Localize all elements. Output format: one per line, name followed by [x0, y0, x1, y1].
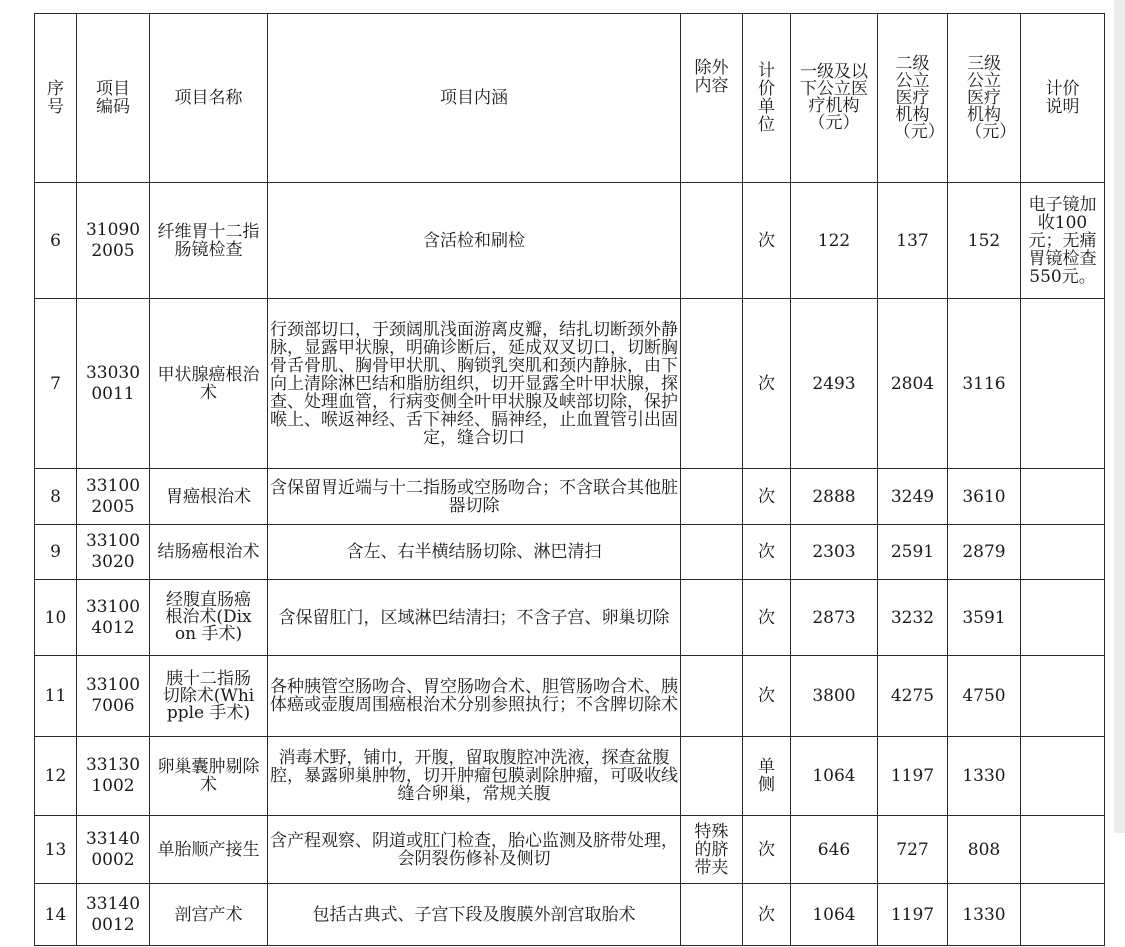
header-level3: 三级公立医疗机构（元） — [948, 14, 1021, 183]
cell-price-level1: 122 — [791, 183, 878, 299]
cell-exclusion — [681, 183, 743, 299]
cell-seq: 8 — [35, 469, 77, 525]
cell-price-level2: 1197 — [878, 737, 948, 816]
header-note: 计价说明 — [1021, 14, 1105, 183]
cell-code: 331301002 — [77, 737, 150, 816]
cell-seq: 6 — [35, 183, 77, 299]
header-content: 项目内涵 — [268, 14, 681, 183]
cell-seq: 11 — [35, 656, 77, 737]
cell-price-level2: 1197 — [878, 884, 948, 946]
cell-exclusion — [681, 656, 743, 737]
cell-code: 331400012 — [77, 884, 150, 946]
cell-exclusion — [681, 525, 743, 580]
price-table — [34, 13, 1105, 946]
cell-price-level2: 3232 — [878, 580, 948, 656]
cell-price-level1: 2493 — [791, 299, 878, 469]
cell-price-level3: 4750 — [948, 656, 1021, 737]
cell-name: 单胎顺产接生 — [150, 816, 268, 884]
cell-unit: 次 — [743, 884, 791, 946]
cell-price-level1: 1064 — [791, 884, 878, 946]
cell-name: 经腹直肠癌根治术(Dixon 手术) — [150, 580, 268, 656]
cell-name: 胰十二指肠切除术(Whipple 手术) — [150, 656, 268, 737]
cell-price-level2: 2591 — [878, 525, 948, 580]
header-level1: 一级及以下公立医疗机构（元） — [791, 14, 878, 183]
cell-price-level1: 2303 — [791, 525, 878, 580]
cell-unit: 次 — [743, 816, 791, 884]
cell-note — [1021, 469, 1105, 525]
header-level2: 二级公立医疗机构（元） — [878, 14, 948, 183]
cell-content: 含保留肛门，区域淋巴结清扫；不含子宫、卵巢切除 — [268, 580, 681, 656]
cell-price-level3: 808 — [948, 816, 1021, 884]
cell-price-level1: 2873 — [791, 580, 878, 656]
cell-note — [1021, 737, 1105, 816]
cell-name: 剖宫产术 — [150, 884, 268, 946]
cell-note — [1021, 816, 1105, 884]
cell-code: 331004012 — [77, 580, 150, 656]
cell-content: 包括古典式、子宫下段及腹膜外剖宫取胎术 — [268, 884, 681, 946]
cell-exclusion — [681, 580, 743, 656]
table-row — [35, 737, 1105, 816]
table-row — [35, 816, 1105, 884]
cell-name: 卵巢囊肿剔除术 — [150, 737, 268, 816]
cell-seq: 14 — [35, 884, 77, 946]
cell-price-level3: 152 — [948, 183, 1021, 299]
cell-name: 甲状腺癌根治术 — [150, 299, 268, 469]
cell-content: 含保留胃近端与十二指肠或空肠吻合；不含联合其他脏器切除 — [268, 469, 681, 525]
cell-code: 331003020 — [77, 525, 150, 580]
cell-name: 结肠癌根治术 — [150, 525, 268, 580]
header-name: 项目名称 — [150, 14, 268, 183]
cell-note — [1021, 580, 1105, 656]
cell-unit: 次 — [743, 183, 791, 299]
cell-name: 胃癌根治术 — [150, 469, 268, 525]
cell-code: 310902005 — [77, 183, 150, 299]
cell-price-level1: 646 — [791, 816, 878, 884]
header-seq: 序号 — [35, 14, 77, 183]
cell-unit: 次 — [743, 525, 791, 580]
cell-code: 331002005 — [77, 469, 150, 525]
cell-content: 各种胰管空肠吻合、胃空肠吻合术、胆管肠吻合术、胰体癌或壶腹周围癌根治术分别参照执行；不含脾切除术 — [268, 656, 681, 737]
cell-price-level3: 1330 — [948, 884, 1021, 946]
cell-unit: 次 — [743, 469, 791, 525]
cell-unit: 单侧 — [743, 737, 791, 816]
header-code: 项目编码 — [77, 14, 150, 183]
table-row — [35, 656, 1105, 737]
cell-price-level2: 137 — [878, 183, 948, 299]
cell-note: 电子镜加收100元；无痛胃镜检查550元。 — [1021, 183, 1105, 299]
cell-seq: 9 — [35, 525, 77, 580]
cell-price-level3: 3116 — [948, 299, 1021, 469]
cell-code: 330300011 — [77, 299, 150, 469]
table-row — [35, 299, 1105, 469]
cell-price-level1: 2888 — [791, 469, 878, 525]
cell-price-level3: 2879 — [948, 525, 1021, 580]
cell-seq: 7 — [35, 299, 77, 469]
cell-note — [1021, 299, 1105, 469]
cell-content: 含左、右半横结肠切除、淋巴清扫 — [268, 525, 681, 580]
table-row — [35, 183, 1105, 299]
cell-exclusion — [681, 737, 743, 816]
cell-price-level3: 1330 — [948, 737, 1021, 816]
cell-note — [1021, 884, 1105, 946]
cell-price-level1: 3800 — [791, 656, 878, 737]
cell-unit: 次 — [743, 580, 791, 656]
cell-unit: 次 — [743, 299, 791, 469]
cell-content: 含活检和刷检 — [268, 183, 681, 299]
table-row — [35, 884, 1105, 946]
cell-seq: 13 — [35, 816, 77, 884]
cell-content: 行颈部切口，于颈阔肌浅面游离皮瓣，结扎切断颈外静脉，显露甲状腺，明确诊断后，延成双叉切口，切断胸骨舌骨肌、胸骨甲状肌、胸锁乳突肌和颈内静脉，由下向上清除淋巴结和脂肪组织，切开显露全叶甲状腺，探查、处理血管，行病变侧全叶甲状腺及峡部切除，保护喉上、喉返神经、舌下神经、膈神经，止血置管引出固定，缝合切口 — [268, 299, 681, 469]
cell-exclusion — [681, 884, 743, 946]
cell-seq: 12 — [35, 737, 77, 816]
cell-price-level3: 3610 — [948, 469, 1021, 525]
table-row — [35, 525, 1105, 580]
cell-exclusion — [681, 299, 743, 469]
cell-note — [1021, 656, 1105, 737]
cell-exclusion: 特殊的脐带夹 — [681, 816, 743, 884]
cell-price-level1: 1064 — [791, 737, 878, 816]
cell-name: 纤维胃十二指肠镜检查 — [150, 183, 268, 299]
cell-unit: 次 — [743, 656, 791, 737]
table-header-row — [35, 14, 1105, 183]
cell-price-level2: 2804 — [878, 299, 948, 469]
cell-code: 331400002 — [77, 816, 150, 884]
cell-price-level2: 3249 — [878, 469, 948, 525]
cell-note — [1021, 525, 1105, 580]
cell-price-level3: 3591 — [948, 580, 1021, 656]
header-exclusion: 除外内容 — [681, 14, 743, 183]
cell-seq: 10 — [35, 580, 77, 656]
cell-content: 含产程观察、阴道或肛门检查，胎心监测及脐带处理，会阴裂伤修补及侧切 — [268, 816, 681, 884]
table-row — [35, 469, 1105, 525]
cell-price-level2: 4275 — [878, 656, 948, 737]
cell-content: 消毒术野，铺巾，开腹，留取腹腔冲洗液，探查盆腹腔，暴露卵巢肿物，切开肿瘤包膜剥除肿瘤，可吸收线缝合卵巢，常规关腹 — [268, 737, 681, 816]
page-edge-shadow — [1114, 0, 1125, 833]
cell-code: 331007006 — [77, 656, 150, 737]
cell-price-level2: 727 — [878, 816, 948, 884]
cell-exclusion — [681, 469, 743, 525]
header-unit: 计价单位 — [743, 14, 791, 183]
table-row — [35, 580, 1105, 656]
